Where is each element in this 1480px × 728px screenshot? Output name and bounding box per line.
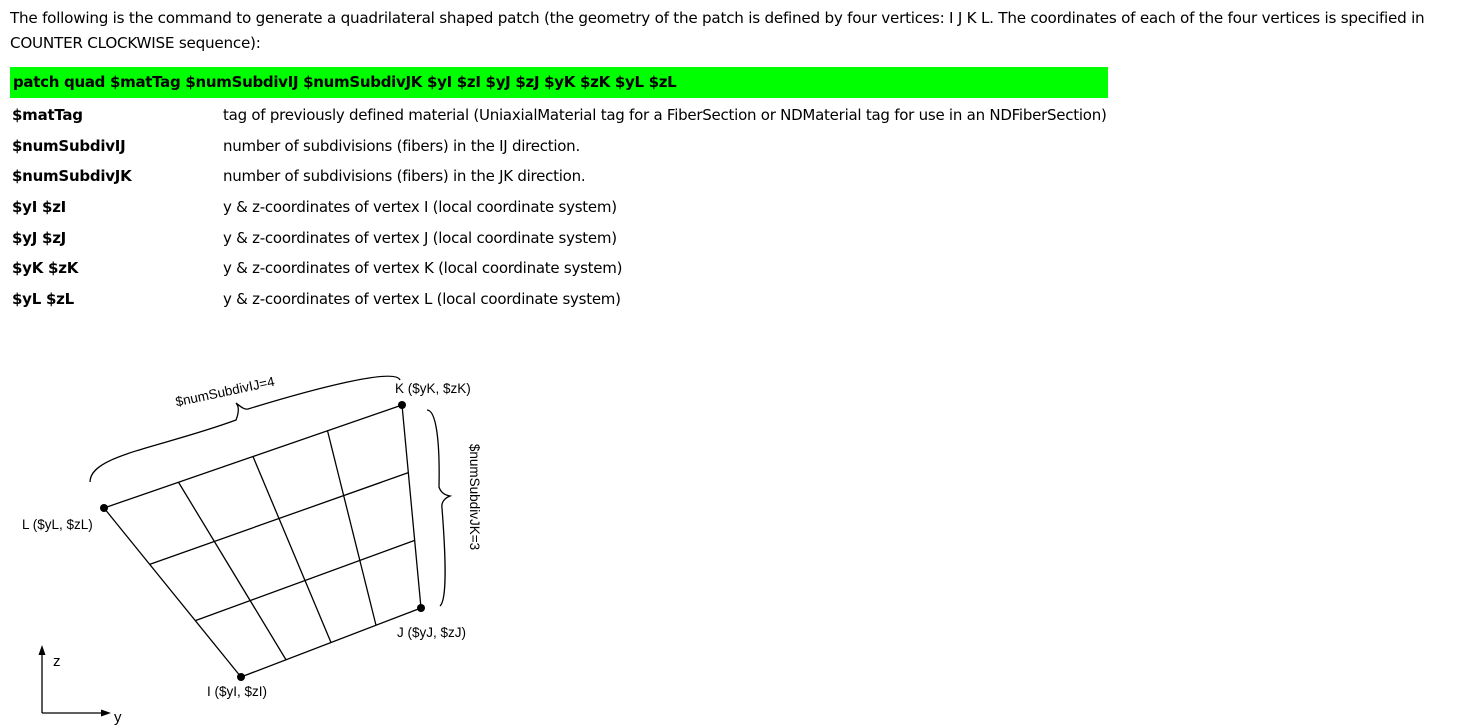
axis-y-arrow-icon	[101, 710, 111, 717]
param-row	[12, 161, 1107, 192]
mesh-line-jk	[150, 473, 409, 565]
vertex-i-dot	[237, 673, 245, 681]
mesh-line-ij	[179, 482, 287, 660]
patch-edge	[104, 405, 402, 508]
label-vertex-l: L ($yL, $zL)	[22, 517, 93, 532]
patch-edge	[104, 508, 241, 677]
label-vertex-j: J ($yJ, $zJ)	[397, 625, 467, 640]
label-vertex-i: I ($yI, $zI)	[207, 684, 268, 699]
param-name: $numSubdivJK	[12, 167, 132, 186]
patch-edge	[402, 405, 421, 608]
param-name: $yI $zI	[12, 198, 67, 217]
param-name: $matTag	[12, 106, 83, 125]
axis-triad	[42, 652, 104, 713]
mesh-line-ij	[253, 457, 331, 643]
param-description: number of subdivisions (fibers) in the IJ direction.	[223, 136, 580, 155]
axis-y-label: y	[114, 709, 122, 726]
brace-jk	[427, 410, 450, 606]
param-row	[12, 253, 1107, 284]
mesh-line-jk	[195, 540, 414, 620]
param-description: y & z-coordinates of vertex K (local coordinate system)	[223, 259, 623, 278]
param-description: y & z-coordinates of vertex L (local coordinate system)	[223, 289, 621, 308]
param-row	[12, 100, 1107, 131]
param-description: number of subdivisions (fibers) in the JK direction.	[223, 167, 586, 186]
axis-z-label: z	[53, 653, 61, 670]
vertex-l-dot	[100, 504, 108, 512]
param-name: $numSubdivIJ	[12, 136, 126, 155]
param-name: $yJ $zJ	[12, 228, 67, 247]
quad-patch-diagram	[0, 350, 520, 728]
param-description: tag of previously defined material (UniaxialMaterial tag for a FiberSection or NDMaterial tag for use in an NDFiberSection)	[223, 106, 1107, 125]
vertex-dots	[100, 401, 425, 681]
param-row	[12, 284, 1107, 315]
param-name: $yL $zL	[12, 289, 74, 308]
axis-z-arrow-icon	[39, 645, 46, 655]
param-row	[12, 192, 1107, 223]
mesh-line-ij	[328, 431, 377, 626]
command-syntax: patch quad $matTag $numSubdivIJ $numSubdivJK $yI $zI $yJ $zJ $yK $zK $yL $zL	[10, 67, 1108, 98]
intro-text: The following is the command to generate a quadrilateral shaped patch (the geometry of the patch is defined by four vertices: I J K L. The coordinates of each of the four vertices is specified in COUNTER CLOCKWISE sequence):	[10, 9, 1425, 52]
vertex-k-dot	[398, 401, 406, 409]
vertex-j-dot	[417, 604, 425, 612]
label-vertex-k: K ($yK, $zK)	[395, 381, 471, 396]
patch-edge	[241, 608, 421, 677]
label-numsubdiv-ij: $numSubdivIJ=4	[174, 373, 276, 410]
parameter-list	[12, 100, 1107, 314]
param-row	[12, 131, 1107, 162]
label-numsubdiv-jk: $numSubdivJK=3	[467, 443, 482, 551]
param-description: y & z-coordinates of vertex I (local coordinate system)	[223, 198, 617, 217]
param-name: $yK $zK	[12, 259, 79, 278]
param-row	[12, 222, 1107, 253]
param-description: y & z-coordinates of vertex J (local coordinate system)	[223, 228, 617, 247]
